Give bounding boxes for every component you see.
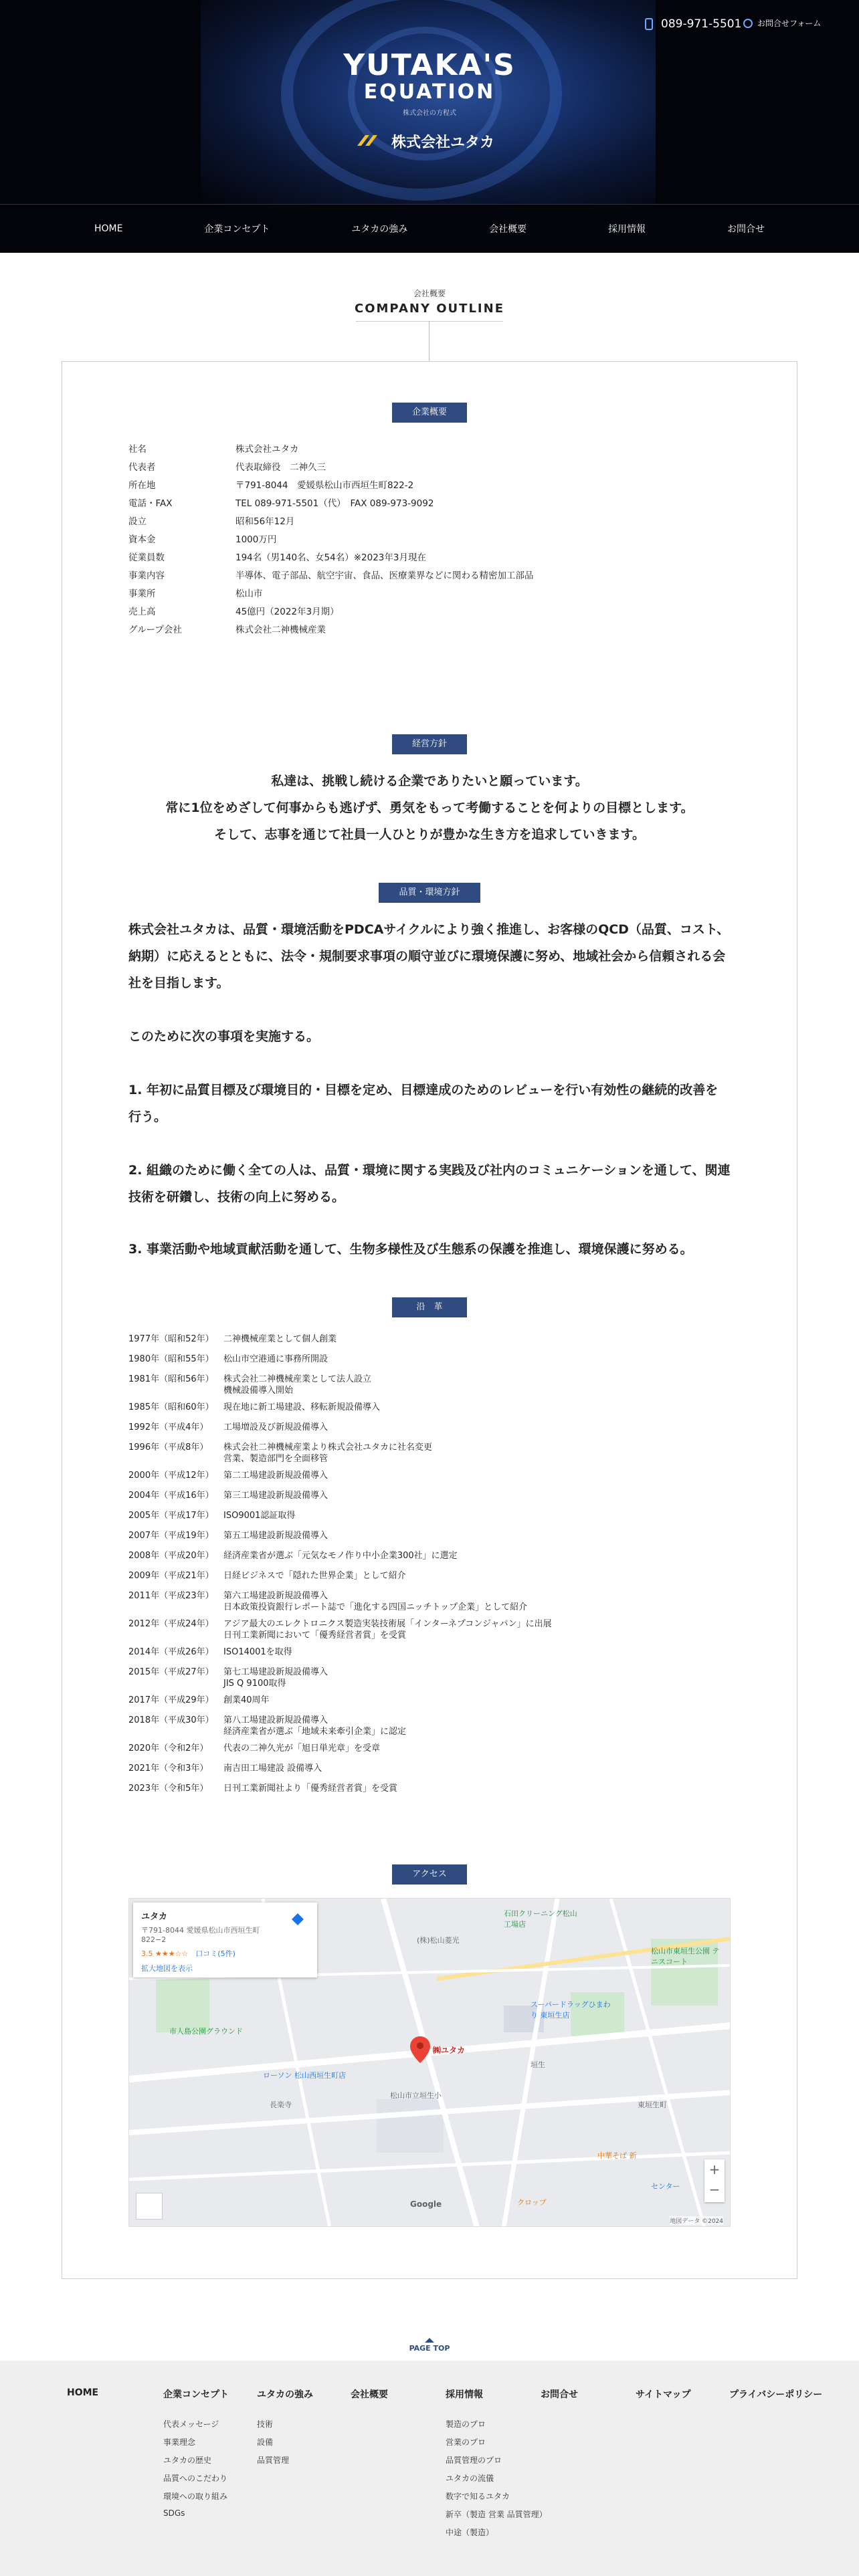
footer-link[interactable]: ユタカの流儀 bbox=[446, 2474, 494, 2483]
footer-link[interactable]: 設備 bbox=[257, 2438, 274, 2447]
global-nav bbox=[0, 204, 859, 253]
footer-heading-link[interactable]: ユタカの強み bbox=[257, 2389, 313, 2400]
history-row bbox=[128, 1470, 328, 1481]
overview-key: 代表者 bbox=[128, 462, 156, 473]
overview-row bbox=[128, 477, 413, 491]
policy-line-2: 常に1位をめざして何事からも逃げず、勇気をもって考働することを何よりの目標とします。 bbox=[165, 800, 694, 815]
footer-heading-link[interactable]: サイトマップ bbox=[636, 2389, 691, 2400]
page-title bbox=[0, 288, 859, 316]
history-event bbox=[223, 1354, 328, 1365]
history-year: 2014年（平成26年） bbox=[128, 1647, 214, 1657]
history-row bbox=[128, 1763, 322, 1774]
history-year: 2011年（平成23年） bbox=[128, 1591, 214, 1601]
footer-column bbox=[163, 2387, 229, 2525]
overview-key: 資本金 bbox=[128, 534, 156, 545]
history-year: 2020年（令和2年） bbox=[128, 1743, 209, 1753]
history-event-line: 経済産業省が選ぶ「元気なモノ作り中小企業300社」に選定 bbox=[223, 1551, 458, 1561]
nav-company[interactable]: 会社概要 bbox=[489, 224, 527, 235]
overview-value: 194名（男140名、女54名）※2023年3月現在 bbox=[235, 552, 426, 563]
map-card-title: ユタカ bbox=[141, 1912, 168, 1922]
map-label-lawson: ローソン 松山西垣生町店 bbox=[263, 2071, 347, 2080]
history-year: 2008年（平成20年） bbox=[128, 1551, 214, 1561]
history-event bbox=[223, 1530, 328, 1541]
history-year: 1977年（昭和52年） bbox=[128, 1334, 214, 1344]
footer-heading-link[interactable]: 企業コンセプト bbox=[163, 2389, 229, 2400]
overview-row bbox=[128, 586, 263, 599]
overview-row bbox=[128, 604, 339, 617]
history-event-line: ISO14001を取得 bbox=[223, 1647, 292, 1657]
history-event bbox=[223, 1490, 328, 1501]
history-event-line: 代表の二神久光が「旭日単光章」を受章 bbox=[223, 1743, 381, 1753]
map-card-large-map-link[interactable]: 拡大地図を表示 bbox=[141, 1964, 193, 1973]
footer-heading-link[interactable]: 採用情報 bbox=[446, 2389, 483, 2400]
history-event-line: 日本政策投資銀行レポート誌で「進化する四国ニッチトップ企業」として紹介 bbox=[223, 1602, 528, 1612]
history-row bbox=[128, 1590, 527, 1613]
footer bbox=[0, 2361, 859, 2576]
history-row bbox=[128, 1783, 397, 1794]
overview-value: 45億円（2022年3月期） bbox=[235, 607, 339, 617]
footer-heading-link[interactable]: HOME bbox=[67, 2387, 99, 2398]
history-event bbox=[223, 1695, 270, 1706]
footer-link[interactable]: 新卒（製造 営業 品質管理） bbox=[446, 2510, 547, 2519]
history-row bbox=[128, 1530, 328, 1541]
overview-row bbox=[128, 550, 426, 563]
map-label-center: センター bbox=[651, 2182, 680, 2191]
history-year: 2012年（平成24年） bbox=[128, 1619, 214, 1629]
overview-row bbox=[128, 441, 299, 455]
access-badge: アクセス bbox=[392, 1864, 467, 1885]
history-event bbox=[223, 1422, 328, 1433]
overview-key: 社名 bbox=[128, 444, 147, 455]
history-event-line: 日刊工業新聞社より「優秀経営者賞」を受賞 bbox=[223, 1784, 398, 1794]
history-year: 1992年（平成4年） bbox=[128, 1422, 209, 1432]
history-event-line: 松山市空港通に事務所開設 bbox=[223, 1354, 328, 1364]
footer-column bbox=[67, 2387, 98, 2416]
hero bbox=[0, 0, 859, 253]
footer-link[interactable]: 製造のプロ bbox=[446, 2420, 486, 2429]
history-event bbox=[223, 1402, 380, 1413]
zoom-out-icon[interactable]: − bbox=[708, 2181, 721, 2197]
history-event-line: 二神機械産業として個人創業 bbox=[223, 1334, 337, 1344]
history-event-line: 第七工場建設新規設備導入 bbox=[223, 1667, 328, 1677]
history-event bbox=[223, 1763, 322, 1774]
history-event bbox=[223, 1333, 337, 1345]
history-event-line: 南吉田工場建設 設備導入 bbox=[223, 1763, 322, 1774]
title-connector bbox=[429, 321, 430, 361]
footer-column bbox=[446, 2387, 547, 2545]
history-row bbox=[128, 1374, 371, 1396]
map-label-ramen: 中華そば 新 bbox=[597, 2151, 637, 2160]
map-copyright: 地図データ ©2024 bbox=[670, 2216, 723, 2225]
overview-row bbox=[128, 568, 534, 581]
history-year: 2017年（平成29年） bbox=[128, 1695, 214, 1705]
history-year: 2004年（平成16年） bbox=[128, 1491, 214, 1501]
overview-value: TEL 089-971-5501（代） FAX 089-973-9092 bbox=[235, 498, 434, 509]
history-year: 2009年（平成21年） bbox=[128, 1571, 214, 1581]
street-view-thumbnail[interactable] bbox=[136, 2193, 163, 2220]
history-event-line: 営業、製造部門を全面移管 bbox=[223, 1454, 328, 1464]
history-row bbox=[128, 1715, 406, 1737]
footer-column bbox=[351, 2387, 388, 2418]
history-event bbox=[223, 1374, 371, 1396]
history-row bbox=[128, 1442, 432, 1465]
footer-column bbox=[257, 2387, 313, 2472]
map-label-park: 市人島公園グラウンド bbox=[169, 2027, 243, 2036]
footer-link[interactable]: 営業のプロ bbox=[446, 2438, 486, 2447]
location-pin-icon[interactable] bbox=[410, 2036, 430, 2063]
phone-number: 089-971-5501 bbox=[661, 17, 742, 31]
history-event-line: 創業40周年 bbox=[223, 1695, 270, 1705]
overview-row bbox=[128, 514, 294, 527]
history-event bbox=[223, 1470, 328, 1481]
quality-lead: このために次の事項を実施する。 bbox=[128, 1029, 320, 1044]
map-label-cleaning: 石田クリーニング松山工場店 bbox=[504, 1909, 577, 1929]
footer-link[interactable]: 数字で知るユタカ bbox=[446, 2492, 510, 2501]
footer-link[interactable]: 事業理念 bbox=[163, 2438, 196, 2447]
map-label-drugstore: スーパードラッグひまわり 東垣生店 bbox=[531, 2000, 611, 2020]
history-event bbox=[223, 1570, 406, 1582]
overview-key: 従業員数 bbox=[128, 552, 165, 563]
logo-main[interactable]: YUTAKA'S bbox=[343, 48, 516, 82]
overview-value: 半導体、電子部品、航空宇宙、食品、医療業界などに関わる精密加工部品 bbox=[235, 570, 534, 581]
history-event bbox=[223, 1442, 432, 1465]
overview-value: 1000万円 bbox=[235, 534, 277, 545]
history-event bbox=[223, 1667, 328, 1689]
history-event bbox=[223, 1510, 295, 1521]
history-event-line: 経済産業省が選ぶ「地域未来牽引企業」に認定 bbox=[223, 1727, 407, 1737]
footer-heading-link[interactable]: プライバシーポリシー bbox=[729, 2389, 823, 2400]
logo-sub: EQUATION bbox=[363, 80, 496, 104]
nav-contact[interactable]: お問合せ bbox=[727, 224, 765, 235]
page-top-label: PAGE TOP bbox=[409, 2344, 450, 2353]
history-event bbox=[223, 1618, 552, 1641]
nav-strength[interactable]: ユタカの強み bbox=[351, 224, 408, 235]
footer-link[interactable]: 品質管理 bbox=[257, 2456, 290, 2465]
zoom-in-icon[interactable]: + bbox=[708, 2161, 721, 2177]
footer-link[interactable]: 品質へのこだわり bbox=[163, 2474, 228, 2483]
history-year: 2007年（平成19年） bbox=[128, 1531, 214, 1541]
footer-link[interactable]: SDGs bbox=[163, 2508, 185, 2518]
history-event bbox=[223, 1550, 458, 1562]
footer-column bbox=[541, 2387, 578, 2418]
history-year: 1980年（昭和55年） bbox=[128, 1354, 214, 1364]
map-card-reviews[interactable]: 口コミ(5件) bbox=[195, 1949, 235, 1958]
map-label-higashi: 東垣生町 bbox=[638, 2101, 667, 2109]
nav-home[interactable]: HOME bbox=[94, 223, 123, 234]
history-event-line: JIS Q 9100取得 bbox=[223, 1679, 286, 1689]
history-event bbox=[223, 1743, 380, 1754]
history-year: 1981年（昭和56年） bbox=[128, 1374, 214, 1384]
quality-badge: 品質・環境方針 bbox=[379, 883, 480, 903]
footer-link[interactable]: 代表メッセージ bbox=[163, 2420, 219, 2429]
map-label-habu: 垣生 bbox=[531, 2060, 545, 2069]
map-label-school: 松山市立垣生小 bbox=[390, 2091, 442, 2100]
directions-icon[interactable] bbox=[290, 1912, 305, 1927]
logo-company-name: 株式会社ユタカ bbox=[391, 134, 494, 151]
overview-row bbox=[128, 496, 434, 509]
map-info-card bbox=[133, 1903, 317, 1977]
history-event bbox=[223, 1715, 406, 1737]
footer-heading-link[interactable]: お問合せ bbox=[541, 2389, 578, 2400]
page-title-en: COMPANY OUTLINE bbox=[355, 302, 504, 316]
history-row bbox=[128, 1490, 328, 1501]
history-year: 2018年（平成30年） bbox=[128, 1715, 214, 1725]
history-event-line: 株式会社二神機械産業より株式会社ユタカに社名変更 bbox=[223, 1442, 433, 1453]
nav-concept[interactable]: 企業コンセプト bbox=[204, 224, 270, 235]
history-event-line: 日経ビジネスで「隠れた世界企業」として紹介 bbox=[223, 1571, 406, 1581]
history-event bbox=[223, 1646, 292, 1658]
map-card-address: 〒791-8044 愛媛県松山市西垣生町822−2 bbox=[141, 1926, 260, 1944]
history-event-line: ISO9001認証取得 bbox=[223, 1511, 296, 1521]
overview-key: 事業内容 bbox=[128, 570, 165, 581]
overview-value: 松山市 bbox=[235, 588, 263, 599]
phone-link[interactable] bbox=[642, 17, 741, 31]
history-badge: 沿 革 bbox=[392, 1297, 467, 1317]
title-divider bbox=[356, 321, 503, 322]
history-year: 2021年（令和3年） bbox=[128, 1763, 209, 1774]
history-event-line: 第六工場建設新規設備導入 bbox=[223, 1591, 328, 1601]
history-event-line: 工場増設及び新規設備導入 bbox=[223, 1422, 328, 1432]
history-event-line: 第三工場建設新規設備導入 bbox=[223, 1491, 328, 1501]
history-row bbox=[128, 1550, 458, 1562]
map-label-ryoko: (株)松山菱光 bbox=[417, 1936, 460, 1945]
history-year: 2015年（平成27年） bbox=[128, 1667, 214, 1677]
history-event-line: 現在地に新工場建設、移転新規設備導入 bbox=[223, 1402, 381, 1412]
logo-tagline: 株式会社の方程式 bbox=[403, 110, 456, 117]
history-year: 2005年（平成17年） bbox=[128, 1511, 214, 1521]
history-event-line: 日刊工業新聞において「優秀経営者賞」を受賞 bbox=[223, 1630, 407, 1640]
nav-recruit[interactable]: 採用情報 bbox=[608, 224, 646, 235]
history-row bbox=[128, 1695, 270, 1706]
contact-form-label: お問合せフォーム bbox=[757, 19, 822, 28]
history-row bbox=[128, 1422, 328, 1433]
footer-link[interactable]: 品質管理のプロ bbox=[446, 2456, 502, 2465]
history-event-line: 第八工場建設新規設備導入 bbox=[223, 1715, 328, 1725]
overview-row bbox=[128, 459, 326, 473]
footer-column bbox=[729, 2387, 822, 2418]
history-row bbox=[128, 1667, 328, 1689]
page-top-link[interactable] bbox=[0, 2338, 859, 2353]
overview-row bbox=[128, 532, 276, 545]
history-event-line: 第二工場建設新規設備導入 bbox=[223, 1471, 328, 1481]
history-event-line: 第五工場建設新規設備導入 bbox=[223, 1531, 328, 1541]
map-label-temple: 長楽寺 bbox=[270, 2101, 292, 2109]
overview-key: 事業所 bbox=[128, 588, 156, 599]
map-card-rating: 3.5 ★★★☆☆ bbox=[141, 1949, 189, 1958]
history-year: 1985年（昭和60年） bbox=[128, 1402, 214, 1412]
footer-link[interactable]: 技術 bbox=[257, 2420, 274, 2429]
footer-link[interactable]: 中途（製造） bbox=[446, 2528, 494, 2537]
overview-key: グループ会社 bbox=[128, 625, 182, 635]
quality-item-3: 3. 事業活動や地域貢献活動を通して、生物多様性及び生態系の保護を推進し、環境保護に努める。 bbox=[128, 1242, 693, 1257]
overview-row bbox=[128, 622, 326, 635]
map-zoom-controls[interactable] bbox=[704, 2159, 725, 2202]
history-year: 1996年（平成8年） bbox=[128, 1442, 209, 1453]
history-event bbox=[223, 1783, 397, 1794]
overview-key: 電話・FAX bbox=[128, 498, 173, 509]
mail-icon bbox=[743, 18, 753, 29]
history-event-line: アジア最大のエレクトロニクス製造実装技術展「インターネプコンジャパン」に出展 bbox=[223, 1619, 552, 1629]
history-row bbox=[128, 1618, 552, 1641]
footer-link[interactable]: 環境への取り組み bbox=[163, 2492, 228, 2501]
footer-heading-link[interactable]: 会社概要 bbox=[351, 2389, 388, 2400]
policy-line-3: そして、志事を通じて社員一人ひとりが豊かな生き方を追求していきます。 bbox=[213, 827, 646, 842]
history-event-line: 株式会社二神機械産業として法人設立 bbox=[223, 1374, 372, 1384]
history-row bbox=[128, 1510, 295, 1521]
policy-line-1: 私達は、挑戦し続ける企業でありたいと願っています。 bbox=[271, 774, 588, 788]
footer-column bbox=[636, 2387, 690, 2418]
overview-value: 代表取締役 二神久三 bbox=[235, 462, 326, 473]
footer-link[interactable]: ユタカの歴史 bbox=[163, 2456, 212, 2465]
overview-value: 株式会社二神機械産業 bbox=[235, 625, 326, 635]
history-row bbox=[128, 1402, 380, 1413]
history-event bbox=[223, 1590, 527, 1613]
page-title-jp: 会社概要 bbox=[413, 289, 446, 298]
history-row bbox=[128, 1333, 337, 1345]
google-map[interactable] bbox=[128, 1898, 731, 2227]
history-row bbox=[128, 1743, 380, 1754]
history-year: 2000年（平成12年） bbox=[128, 1471, 214, 1481]
quality-item-1: 1. 年初に品質目標及び環境目的・目標を定め、目標達成のためのレビューを行い有効性の継続的改善を行う。 bbox=[128, 1083, 719, 1124]
phone-icon bbox=[642, 17, 656, 31]
contact-form-link[interactable] bbox=[743, 17, 821, 29]
overview-value: 〒791-8044 愛媛県松山市西垣生町822-2 bbox=[235, 480, 414, 491]
map-label-crop: クロップ bbox=[517, 2198, 547, 2207]
history-row bbox=[128, 1570, 406, 1582]
overview-value: 株式会社ユタカ bbox=[235, 444, 299, 455]
map-pin-label: ㈱ユタカ bbox=[433, 2046, 466, 2055]
policy-badge: 経営方針 bbox=[392, 734, 467, 754]
overview-value: 昭和56年12月 bbox=[235, 516, 295, 527]
history-row bbox=[128, 1354, 328, 1365]
history-year: 2023年（令和5年） bbox=[128, 1784, 209, 1794]
quality-item-2: 2. 組織のために働く全ての人は、品質・環境に関する実践及び社内のコミュニケーションを通して、関連技術を研鑽し、技術の向上に努める。 bbox=[128, 1163, 731, 1204]
history-row bbox=[128, 1646, 292, 1658]
page-top-arrow-icon bbox=[425, 2338, 434, 2343]
overview-key: 売上高 bbox=[128, 607, 156, 617]
history-event-line: 機械設備導入開始 bbox=[223, 1386, 294, 1396]
quality-intro: 株式会社ユタカは、品質・環境活動をPDCAサイクルにより強く推進し、お客様のQCD（品質、コスト、納期）に応えるとともに、法令・規制要求事項の順守並びに環境保護に努め、地域社会から信頼される会社を目指します。 bbox=[128, 922, 730, 990]
google-logo: Google bbox=[410, 2199, 442, 2209]
map-label-tennis: 松山市東垣生公園 テニスコート bbox=[651, 1947, 720, 1966]
overview-key: 所在地 bbox=[128, 480, 156, 491]
overview-badge: 企業概要 bbox=[392, 403, 467, 423]
overview-key: 設立 bbox=[128, 516, 147, 527]
